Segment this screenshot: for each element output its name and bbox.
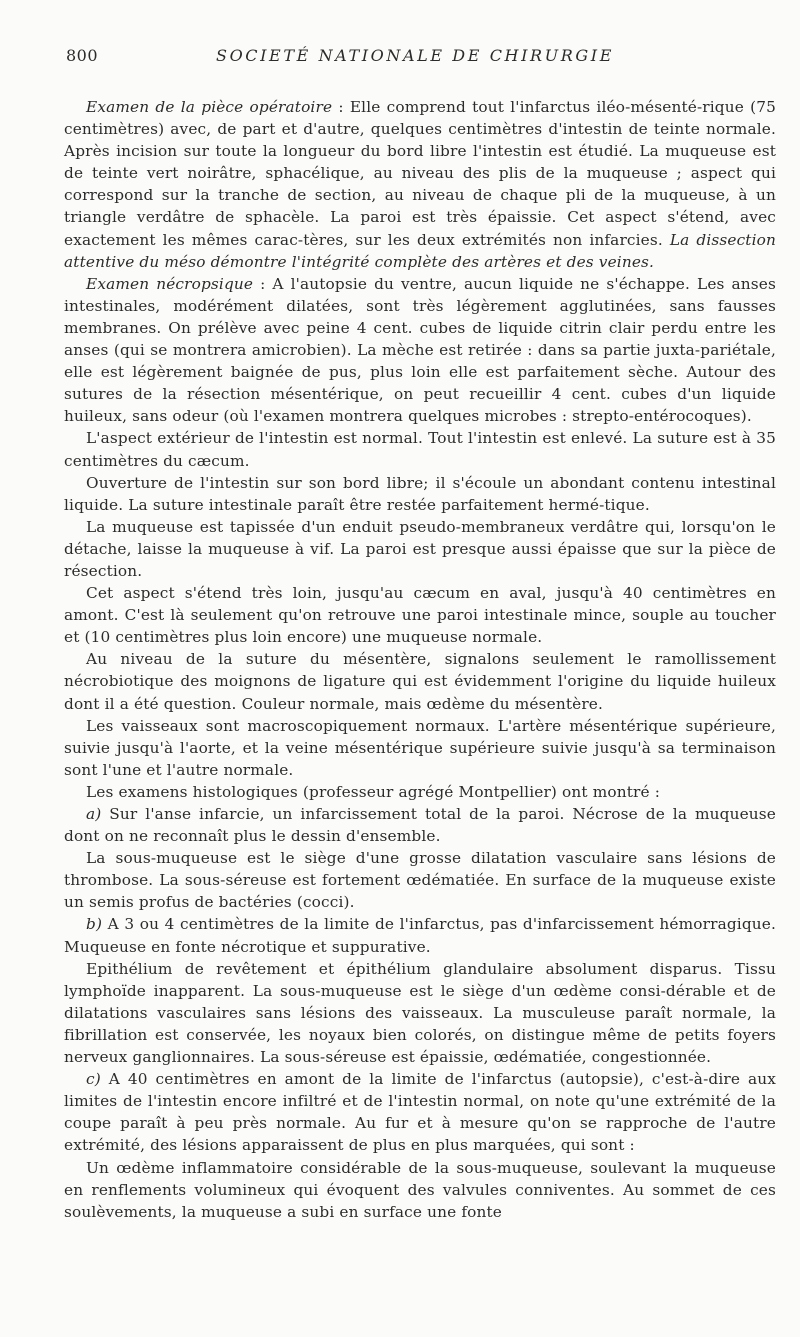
paragraph-text: La muqueuse est tapissée d'un enduit pseudo-membraneux verdâtre qui, lorsqu'on le détache, laisse la muqueuse à vif. La paroi est presque aussi épaisse que sur la pièce de résection. xyxy=(64,517,776,580)
paragraph xyxy=(64,913,776,957)
paragraph-text: Les vaisseaux sont macroscopiquement normaux. L'artère mésentérique supérieure, suivie jusqu'à l'aorte, et la veine mésentérique supérieure suivie jusqu'à sa terminaison sont l'une et l'autre normale. xyxy=(64,716,776,779)
paragraph-text: Sur l'anse infarcie, un infarcissement total de la paroi. Nécrose de la muqueuse dont on ne reconnaît plus le dessin d'ensemble. xyxy=(64,805,776,846)
body-text xyxy=(64,96,776,1223)
paragraph-text: La sous-muqueuse est le siège d'une grosse dilatation vasculaire sans lésions de thrombose. La sous-séreuse est fortement œdématiée. En surface de la muqueuse existe un semis profus de bactéries (cocci). xyxy=(64,849,776,912)
running-head xyxy=(0,46,800,72)
paragraph-text: Cet aspect s'étend très loin, jusqu'au cæcum en aval, jusqu'à 40 centimètres en amont. C'est là seulement qu'on retrouve une paroi intestinale mince, souple au toucher et (10 centimètres plus loin encore) une muqueuse normale. xyxy=(64,584,776,647)
paragraph xyxy=(64,715,776,781)
paragraph-text: : A l'autopsie du ventre, aucun liquide ne s'échappe. Les anses intestinales, modérément dilatées, sont très légèrement agglutinées, sans fausses membranes. On prélève avec peine 4 cent. cubes de liquide citrin clair perdu entre les anses (qui se montrera amicrobien). La mèche est retirée : dans sa partie juxta-pariétale, elle est légèrement baignée de pus, plus loin elle est parfaitement sèche. Autour des sutures de la résection mésentérique, on peut recueillir 4 cent. cubes d'un liquide huileux, sans odeur (où l'examen montrera quelques microbes : strepto-entérocoques). xyxy=(64,274,776,426)
journal-title: SOCIETÉ NATIONALE DE CHIRURGIE xyxy=(216,46,614,65)
paragraph xyxy=(64,648,776,714)
paragraph xyxy=(64,96,776,273)
paragraph-text: Ouverture de l'intestin sur son bord libre; il s'écoule un abondant contenu intestinal liquide. La suture intestinale paraît être restée parfaitement hermé-tique. xyxy=(64,473,776,514)
paragraph xyxy=(64,847,776,913)
paragraph xyxy=(64,273,776,428)
paragraph xyxy=(64,803,776,847)
paragraph xyxy=(64,1068,776,1156)
paragraph xyxy=(64,472,776,516)
paragraph-text: A 40 centimètres en amont de la limite de l'infarctus (autopsie), c'est-à-dire aux limites de l'intestin encore infiltré et de l'intestin normal, on note qu'une extrémité de la coupe paraît à peu près normale. Au fur et à mesure qu'on se rapproche de l'autre extrémité, des lésions apparaissent de plus en plus marquées, qui sont : xyxy=(64,1070,776,1155)
paragraph-lead: c) xyxy=(86,1070,101,1089)
paragraph-lead: Examen nécropsique xyxy=(86,274,254,293)
paragraph-lead: a) xyxy=(86,805,102,823)
paragraph xyxy=(64,516,776,582)
paragraph-lead: Examen de la pièce opératoire xyxy=(86,98,333,116)
paragraph-text: Un œdème inflammatoire considérable de la sous-muqueuse, soulevant la muqueuse en renflements volumineux qui évoquent des valvules conniventes. Au sommet de ces soulèvements, la muqueuse a subi en surface une fonte xyxy=(64,1158,776,1221)
paragraph-text: L'aspect extérieur de l'intestin est normal. Tout l'intestin est enlevé. La suture est à 35 centimètres du cæcum. xyxy=(64,429,776,470)
paragraph-text: Les examens histologiques (professeur agrégé Montpellier) ont montré : xyxy=(86,782,661,801)
paragraph xyxy=(64,582,776,648)
paragraph xyxy=(64,1157,776,1223)
paragraph-text: Au niveau de la suture du mésentère, signalons seulement le ramollissement nécrobiotique des moignons de ligature qui est évidemment l'origine du liquide huileux dont il a été question. Couleur normale, mais œdème du mésentère. xyxy=(64,650,776,713)
paragraph xyxy=(64,781,776,803)
paragraph-text: : Elle comprend tout l'infarctus iléo-mésenté-rique (75 centimètres) avec, de part et d'autre, quelques centimètres d'intestin de teinte normale. Après incision sur toute la longueur du bord libre l'intestin est étudié. La muqueuse est de teinte vert noirâtre, sphacélique, au niveau des plis de la muqueuse ; aspect qui correspond sur la tranche de section, au niveau de chaque pli de la muqueuse, à un triangle verdâtre de sphacèle. La paroi est très épaissie. Cet aspect s'étend, avec exactement les mêmes carac-tères, sur les deux extrémités non infarcies. xyxy=(64,98,777,249)
paragraph-text: A 3 ou 4 centimètres de la limite de l'infarctus, pas d'infarcissement hémorragique. Muqueuse en fonte nécrotique et suppurative. xyxy=(64,915,776,956)
page-number: 800 xyxy=(66,46,99,65)
paragraph-lead: b) xyxy=(86,915,103,934)
paragraph xyxy=(64,958,776,1068)
paragraph-tail: La dissection attentive du méso démontre l'intégrité complète des artères et des veines. xyxy=(64,230,776,271)
paragraph-text: Epithélium de revêtement et épithélium glandulaire absolument disparus. Tissu lymphoïde inapparent. La sous-muqueuse est le siège d'un œdème consi-dérable et de dilatations vasculaires sans lésions des vaisseaux. La musculeuse paraît normale, la fibrillation est conservée, les noyaux bien colorés, on distingue même de petits foyers nerveux ganglionnaires. La sous-séreuse est épaissie, œdématiée, congestionnée. xyxy=(64,959,776,1067)
paragraph xyxy=(64,427,776,471)
